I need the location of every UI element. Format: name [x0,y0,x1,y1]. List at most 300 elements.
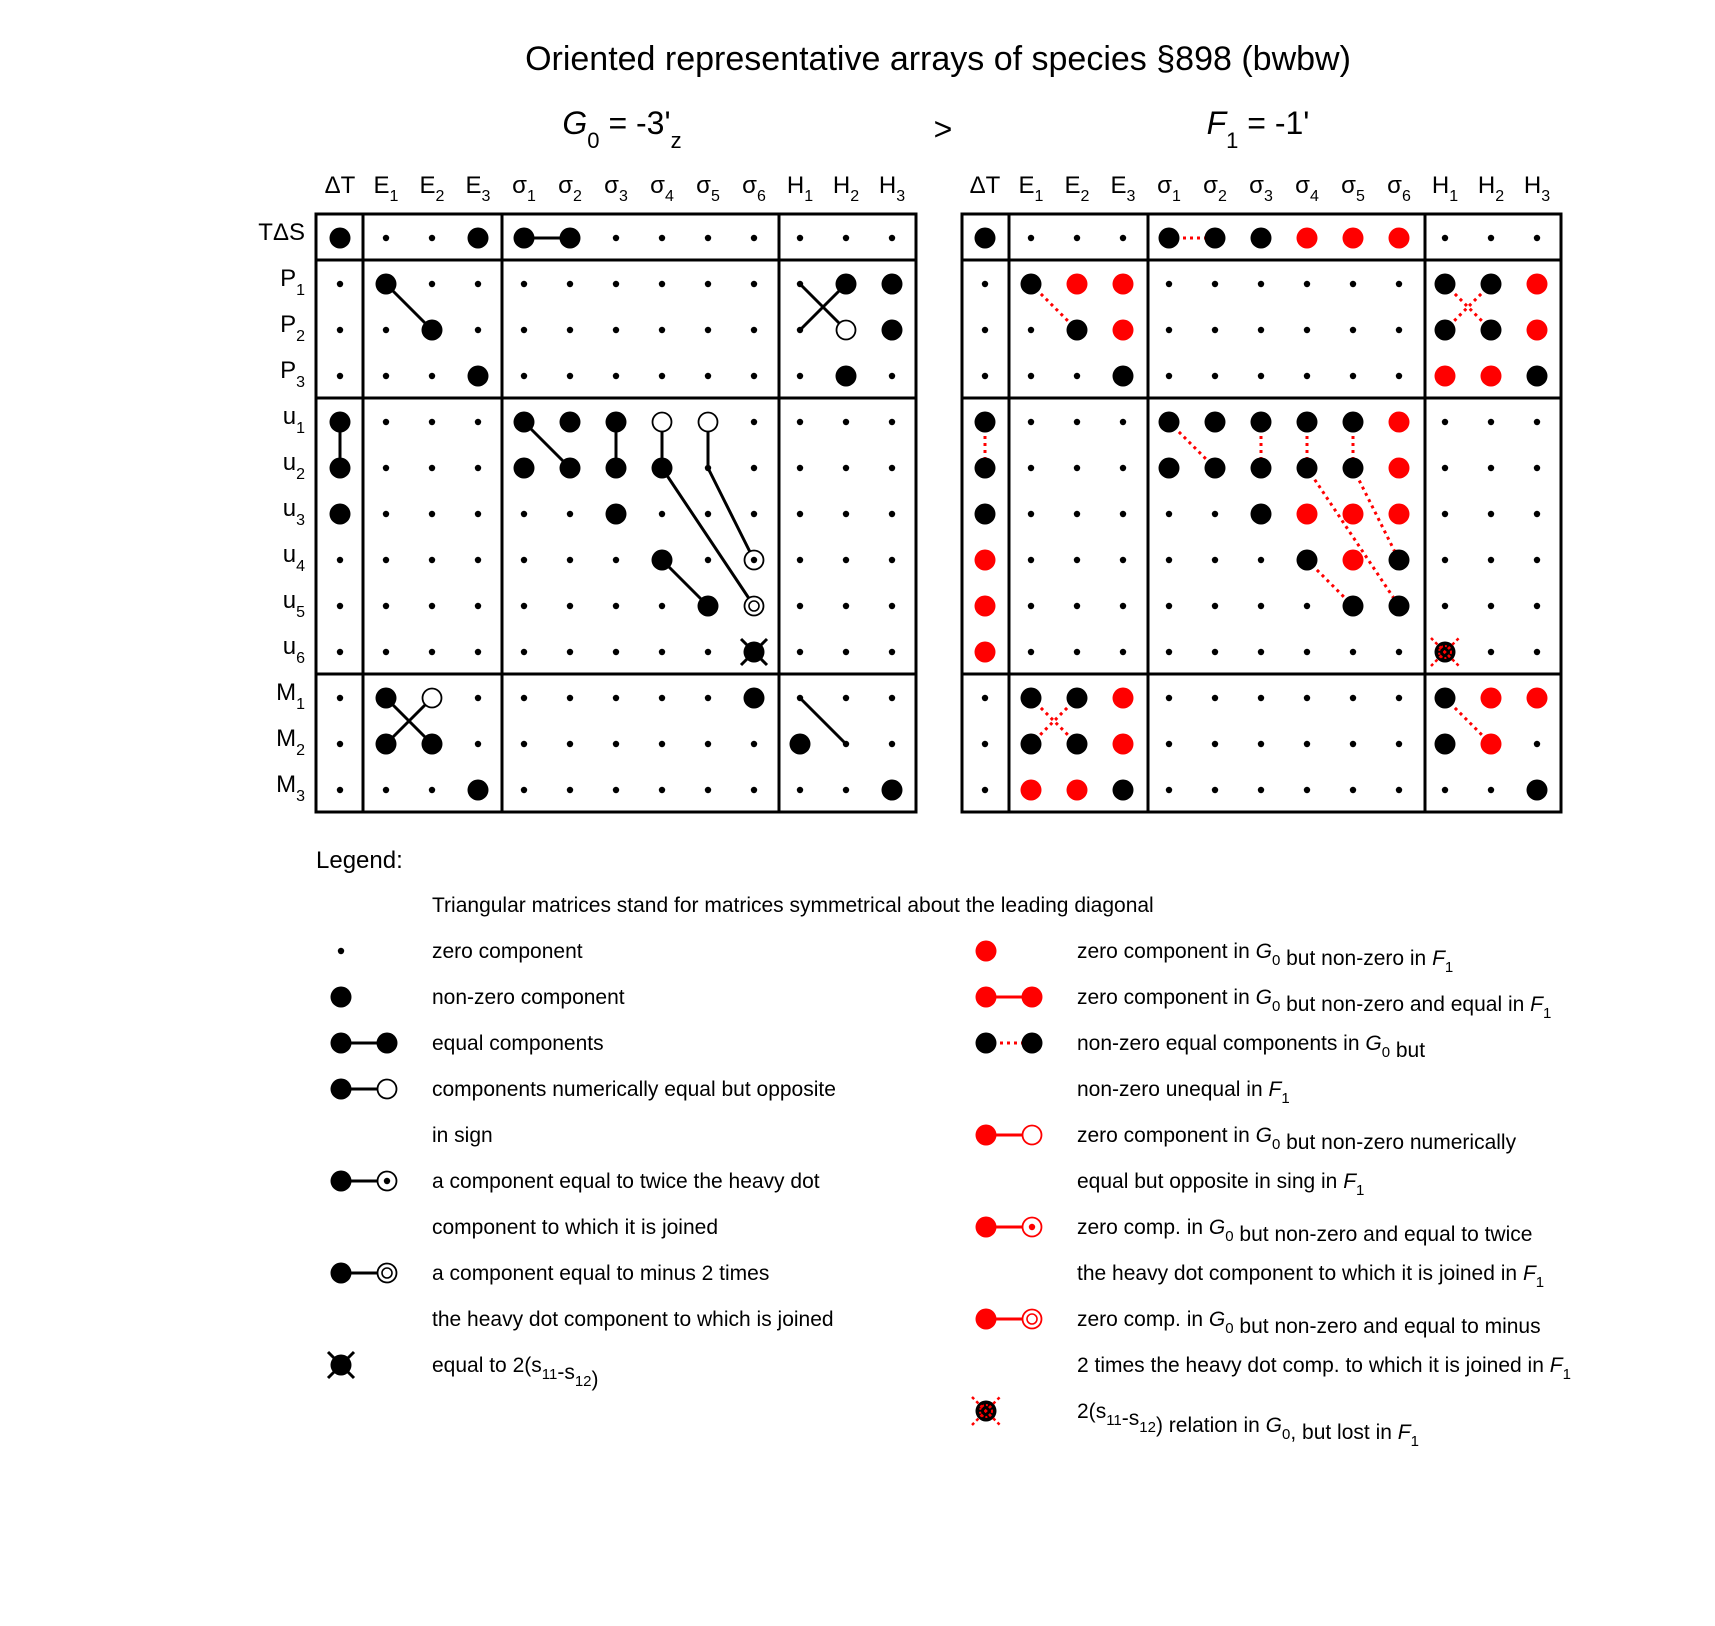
cell-r3-c5 [567,373,573,379]
cell-r5-c12 [1534,465,1540,471]
cell-r10-c6 [1258,695,1264,701]
legend-text: a component equal to twice the heavy dot [432,1170,820,1193]
cell-r4-c4 [514,412,535,433]
cell-r3-c7 [659,373,665,379]
cell-r5-c3 [475,465,481,471]
cell-r8-c10 [1442,603,1448,609]
cell-r10-c10 [797,695,803,701]
cell-r11-c8 [705,741,711,747]
cell-r3-c3 [1113,366,1134,387]
cell-r4-c3 [1120,419,1126,425]
cell-r7-c2 [1074,557,1080,563]
cell-r7-c0 [975,550,996,571]
cell-r4-c5 [1205,412,1226,433]
cell-r11-c5 [1212,741,1218,747]
cell-r11-c4 [521,741,527,747]
column-header: $E_3$ [1110,172,1136,205]
legend-heading: Legend: [316,847,403,874]
cell-r11-c11 [1481,734,1502,755]
cell-r9-c5 [567,649,573,655]
cell-r4-c11 [1488,419,1494,425]
cell-r4-c3 [475,419,481,425]
cell-r3-c10 [797,373,803,379]
legend-item [972,1397,1419,1450]
cell-r1-c3 [1113,274,1134,295]
cell-r6-c3 [1120,511,1126,517]
cell-r4-c10 [1442,419,1448,425]
column-header: $E_2$ [419,172,445,205]
cell-r11-c3 [1113,734,1134,755]
cell-r10-c1 [1021,688,1042,709]
row-header: $M_1$ [276,679,305,713]
cell-r0-c5 [1205,228,1226,249]
cell-r5-c11 [1488,465,1494,471]
cell-r5-c4 [1159,458,1180,479]
cell-r12-c7 [1304,787,1310,793]
row-header: $P_3$ [280,357,305,391]
cell-r2-c2 [1067,320,1088,341]
cell-r1-c9 [1396,281,1402,287]
cell-r5-c7 [652,458,673,479]
cell-r3-c0 [982,373,988,379]
cell-r12-c10 [1442,787,1448,793]
cell-r1-c6 [613,281,619,287]
cell-r8-c5 [1212,603,1218,609]
cell-r3-c9 [1396,373,1402,379]
cell-r1-c7 [1304,281,1310,287]
twice-link-icon [331,1171,397,1192]
cell-r0-c9 [1389,228,1410,249]
cell-r10-c9 [1396,695,1402,701]
cell-r1-c3 [475,281,481,287]
cell-r10-c4 [521,695,527,701]
cell-r1-c2 [1067,274,1088,295]
cell-r9-c10 [1431,638,1459,666]
legend-text: equal components [432,1032,604,1055]
cell-r11-c1 [1021,734,1042,755]
cell-r3-c4 [521,373,527,379]
cell-r7-c12 [889,557,895,563]
cell-r12-c12 [1527,780,1548,801]
cell-r8-c9 [1389,596,1410,617]
cell-r6-c5 [1212,511,1218,517]
row-header: $P_1$ [280,265,305,299]
cell-r2-c8 [705,327,711,333]
component-link [662,468,754,606]
legend-text: zero component [432,940,583,963]
cell-r6-c12 [889,511,895,517]
cell-r12-c11 [1488,787,1494,793]
red-twice-link-icon [976,1217,1042,1238]
cell-r8-c8 [698,596,719,617]
cell-r7-c7 [1297,550,1318,571]
cell-r4-c10 [797,419,803,425]
cell-r11-c9 [751,741,757,747]
cell-r12-c9 [1396,787,1402,793]
cell-r2-c1 [383,327,389,333]
column-header: $\sigma_1$ [512,172,536,205]
page-title: Oriented representative arrays of species §898 (bwbw) [525,40,1351,78]
cell-r11-c3 [475,741,481,747]
column-header: $E_1$ [1018,172,1044,205]
cell-r1-c10 [797,281,803,287]
cell-r12-c6 [613,787,619,793]
cell-r9-c9 [741,639,767,665]
cell-r10-c6 [613,695,619,701]
cell-r2-c3 [1113,320,1134,341]
cell-r10-c11 [843,695,849,701]
column-header: $\sigma_5$ [696,172,720,205]
cell-r3-c3 [468,366,489,387]
cell-r8-c6 [1258,603,1264,609]
cell-r4-c7 [653,413,672,432]
cell-r3-c11 [1481,366,1502,387]
cell-r2-c9 [1396,327,1402,333]
cell-r7-c7 [652,550,673,571]
cell-r8-c11 [1488,603,1494,609]
cell-r1-c4 [521,281,527,287]
cell-r5-c0 [975,458,996,479]
cell-r2-c10 [1435,320,1456,341]
cell-r0-c7 [659,235,665,241]
cell-r10-c5 [1212,695,1218,701]
cell-r4-c8 [1343,412,1364,433]
cell-r12-c3 [1113,780,1134,801]
cell-r12-c4 [521,787,527,793]
cell-r1-c6 [1258,281,1264,287]
cell-r11-c0 [982,741,988,747]
cell-r6-c8 [705,511,711,517]
cell-r8-c3 [475,603,481,609]
cell-r0-c5 [560,228,581,249]
cell-r9-c9 [1396,649,1402,655]
left-matrix-title: $G_0 = -3'_z$ [562,105,682,153]
cell-r12-c2 [1067,780,1088,801]
cell-r0-c3 [468,228,489,249]
cell-r5-c9 [751,465,757,471]
cell-r9-c11 [843,649,849,655]
cell-r2-c9 [751,327,757,333]
cell-r2-c4 [521,327,527,333]
cell-r5-c11 [843,465,849,471]
cell-r4-c2 [1074,419,1080,425]
cell-r9-c2 [1074,649,1080,655]
cell-r7-c3 [475,557,481,563]
cell-r11-c6 [1258,741,1264,747]
links [985,238,1491,744]
cell-r6-c9 [1389,504,1410,525]
cell-r11-c0 [337,741,343,747]
row-header: $u_1$ [282,403,305,437]
cell-r6-c1 [383,511,389,517]
cell-r8-c12 [1534,603,1540,609]
cell-r6-c5 [567,511,573,517]
legend-item [976,1124,1517,1199]
cell-r0-c2 [1074,235,1080,241]
cell-r9-c6 [613,649,619,655]
cell-r5-c1 [383,465,389,471]
legend-text: components numerically equal but opposite [432,1078,836,1101]
cell-r12-c6 [1258,787,1264,793]
column-header: $E_1$ [373,172,399,205]
cell-r6-c8 [1343,504,1364,525]
cell-r8-c1 [383,603,389,609]
cell-r3-c5 [1212,373,1218,379]
column-header: $H_3$ [1523,172,1551,205]
cell-r0-c8 [1343,228,1364,249]
cell-r6-c9 [751,511,757,517]
cell-r3-c8 [705,373,711,379]
cell-r5-c2 [429,465,435,471]
legend-text: zero component in $G_0$ but non-zero in $F_1$ [1077,940,1454,976]
cell-r0-c1 [383,235,389,241]
cell-r5-c10 [797,465,803,471]
cell-r7-c6 [1258,557,1264,563]
legend-item [331,1078,836,1147]
cell-r2-c4 [1166,327,1172,333]
legend-text: zero comp. in $G_0$ but non-zero and equal to twice [1077,1216,1533,1246]
cell-r6-c6 [1251,504,1272,525]
cell-r4-c11 [843,419,849,425]
cell-r9-c2 [429,649,435,655]
column-header: $\sigma_2$ [1203,172,1227,205]
cell-r7-c9 [1389,550,1410,571]
cell-r7-c4 [521,557,527,563]
cell-r4-c9 [1389,412,1410,433]
cell-r9-c12 [889,649,895,655]
cell-r4-c0 [330,412,351,433]
cell-r12-c9 [751,787,757,793]
cell-r6-c10 [797,511,803,517]
cell-r1-c1 [376,274,397,295]
cell-r5-c5 [1205,458,1226,479]
cell-r5-c8 [705,465,711,471]
cell-r4-c6 [1251,412,1272,433]
cell-r1-c10 [1435,274,1456,295]
row-header: $u_2$ [282,449,305,483]
cell-r1-c12 [882,274,903,295]
cell-r1-c0 [982,281,988,287]
cell-r6-c10 [1442,511,1448,517]
cell-r6-c4 [521,511,527,517]
cell-r7-c1 [1028,557,1034,563]
legend-item [331,1262,834,1331]
cell-r12-c7 [659,787,665,793]
cell-r0-c0 [975,228,996,249]
legend-item [338,940,583,963]
cell-r9-c5 [1212,649,1218,655]
cell-r5-c5 [560,458,581,479]
row-header: $M_3$ [276,771,305,805]
cell-r3-c6 [613,373,619,379]
cell-r12-c10 [797,787,803,793]
cell-r8-c11 [843,603,849,609]
cell-r5-c6 [1251,458,1272,479]
cell-r11-c5 [567,741,573,747]
cell-r6-c3 [475,511,481,517]
cell-r3-c0 [337,373,343,379]
cell-r4-c12 [1534,419,1540,425]
legend-text: non-zero unequal in $F_1$ [1077,1078,1290,1107]
cell-r5-c6 [606,458,627,479]
cell-r6-c0 [975,504,996,525]
cell-r12-c1 [383,787,389,793]
row-header: $M_2$ [276,725,305,759]
cell-r4-c5 [560,412,581,433]
cell-r10-c8 [1350,695,1356,701]
red-cross-dot-shape [972,1397,1000,1425]
cell-r9-c8 [1350,649,1356,655]
cell-r3-c12 [889,373,895,379]
cell-r10-c4 [1166,695,1172,701]
cell-r11-c6 [613,741,619,747]
cell-r12-c8 [1350,787,1356,793]
cell-r12-c1 [1021,780,1042,801]
cell-r12-c5 [1212,787,1218,793]
cell-r8-c2 [1074,603,1080,609]
cell-r2-c1 [1028,327,1034,333]
cell-r0-c11 [843,235,849,241]
cell-r12-c2 [429,787,435,793]
cell-r10-c0 [337,695,343,701]
legend-item [331,1170,820,1239]
cell-r8-c8 [1343,596,1364,617]
cell-r10-c12 [1527,688,1548,709]
cell-r11-c2 [422,734,443,755]
column-header: $\sigma_3$ [604,172,628,205]
equal-link-icon [331,1033,398,1054]
cell-r1-c7 [659,281,665,287]
cell-r10-c2 [423,689,442,708]
cell-r2-c6 [613,327,619,333]
cell-r9-c0 [337,649,343,655]
cell-r9-c1 [1028,649,1034,655]
cell-r0-c4 [1159,228,1180,249]
cell-r3-c12 [1527,366,1548,387]
right-matrix [962,172,1561,812]
legend-item [331,986,625,1009]
cell-r2-c0 [337,327,343,333]
cell-r1-c4 [1166,281,1172,287]
cell-r4-c4 [1159,412,1180,433]
column-header: $\sigma_2$ [558,172,582,205]
cell-r2-c8 [1350,327,1356,333]
column-header: $H_1$ [1431,172,1459,205]
cell-r4-c7 [1297,412,1318,433]
column-header: $\sigma_4$ [1295,172,1319,205]
cell-r0-c10 [797,235,803,241]
cell-r9-c3 [1120,649,1126,655]
cell-r5-c1 [1028,465,1034,471]
cell-r7-c8 [1343,550,1364,571]
cell-r8-c9 [745,597,764,616]
cell-r1-c9 [751,281,757,287]
cell-r5-c8 [1343,458,1364,479]
cell-r10-c1 [376,688,397,709]
cell-r0-c0 [330,228,351,249]
legend [316,847,1571,1450]
legend-text: the heavy dot component to which it is joined in $F_1$ [1077,1262,1545,1291]
cell-r5-c10 [1442,465,1448,471]
cell-r9-c8 [705,649,711,655]
cell-r12-c8 [705,787,711,793]
cell-r0-c9 [751,235,757,241]
cell-r3-c8 [1350,373,1356,379]
cell-r12-c4 [1166,787,1172,793]
cell-r4-c1 [1028,419,1034,425]
cell-r12-c11 [843,787,849,793]
cell-r1-c8 [1350,281,1356,287]
cell-r5-c3 [1120,465,1126,471]
cell-r11-c7 [1304,741,1310,747]
column-header: $E_3$ [465,172,491,205]
cell-r0-c6 [613,235,619,241]
dotted-link-icon [976,1033,1043,1054]
cell-r7-c4 [1166,557,1172,563]
cell-r11-c12 [889,741,895,747]
row-header: $u_3$ [282,495,305,529]
cell-r5-c7 [1297,458,1318,479]
cell-r2-c5 [567,327,573,333]
cell-r9-c11 [1488,649,1494,655]
cell-r3-c1 [383,373,389,379]
cell-r9-c0 [975,642,996,663]
minus2-link-icon [331,1263,397,1284]
cell-r12-c12 [882,780,903,801]
legend-text: equal to $2(s_{11}-s_{12})$ [432,1354,599,1391]
cell-r10-c7 [659,695,665,701]
cell-r6-c11 [843,511,849,517]
cell-r10-c2 [1067,688,1088,709]
opposite-link-icon [331,1079,397,1100]
column-header: ΔT [969,172,1001,199]
cell-r0-c3 [1120,235,1126,241]
cell-r12-c0 [982,787,988,793]
cell-r2-c7 [1304,327,1310,333]
cell-r8-c1 [1028,603,1034,609]
cell-r1-c0 [337,281,343,287]
row-header: $P_2$ [280,311,305,345]
legend-item [976,940,1454,976]
cell-r11-c10 [1435,734,1456,755]
cell-r9-c7 [1304,649,1310,655]
legend-item [976,1308,1571,1383]
legend-item [331,1032,604,1055]
cell-r3-c2 [1074,373,1080,379]
cell-r7-c10 [797,557,803,563]
cell-r11-c2 [1067,734,1088,755]
cell-r0-c11 [1488,235,1494,241]
cell-r7-c12 [1534,557,1540,563]
cell-r8-c3 [1120,603,1126,609]
cell-r6-c0 [330,504,351,525]
comparison-symbol: > [933,111,953,147]
cell-r12-c3 [468,780,489,801]
cell-r4-c0 [975,412,996,433]
cell-r4-c6 [606,412,627,433]
cell-r5-c4 [514,458,535,479]
cell-r8-c6 [613,603,619,609]
left-matrix [258,172,916,812]
legend-text: in sign [432,1124,493,1147]
legend-text: zero component in $G_0$ but non-zero and equal in $F_1$ [1077,986,1552,1022]
cell-r8-c4 [1166,603,1172,609]
cell-r11-c7 [659,741,665,747]
cell-r9-c1 [383,649,389,655]
red-equal-link-icon [976,987,1043,1008]
cell-r11-c12 [1534,741,1540,747]
cell-r6-c4 [1166,511,1172,517]
